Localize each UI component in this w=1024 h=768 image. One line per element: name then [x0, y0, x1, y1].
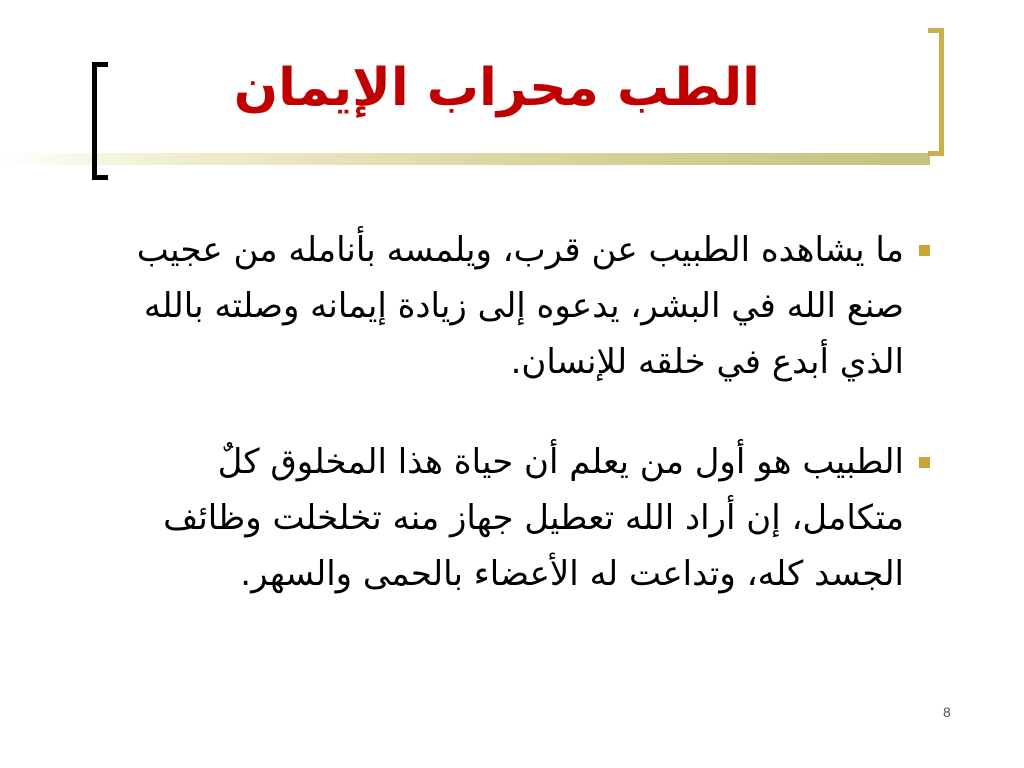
bullet-item [130, 434, 904, 602]
bullet-text: ما يشاهده الطبيب عن قرب، ويلمسه بأنامله من عجيب صنع الله في البشر، يدعوه إلى زيادة إيمانه وصلته بالله الذي أبدع في خلقه للإنسان. [136, 230, 904, 382]
square-bullet-icon [919, 457, 930, 468]
slide-title: الطب محراب الإيمان [233, 58, 760, 118]
square-bullet-icon [919, 245, 930, 256]
left-bracket-decoration [92, 62, 108, 180]
bullet-list [130, 222, 904, 602]
bullet-item [130, 222, 904, 390]
page-number: 8 [943, 704, 951, 720]
title-underline [0, 153, 930, 165]
bullet-text: الطبيب هو أول من يعلم أن حياة هذا المخلوق كلٌ متكامل، إن أراد الله تعطيل جهاز منه تخلخلت وظائف الجسد كله، وتداعت له الأعضاء بالحمى والسهر. [163, 442, 904, 594]
right-bracket-decoration [928, 28, 944, 156]
